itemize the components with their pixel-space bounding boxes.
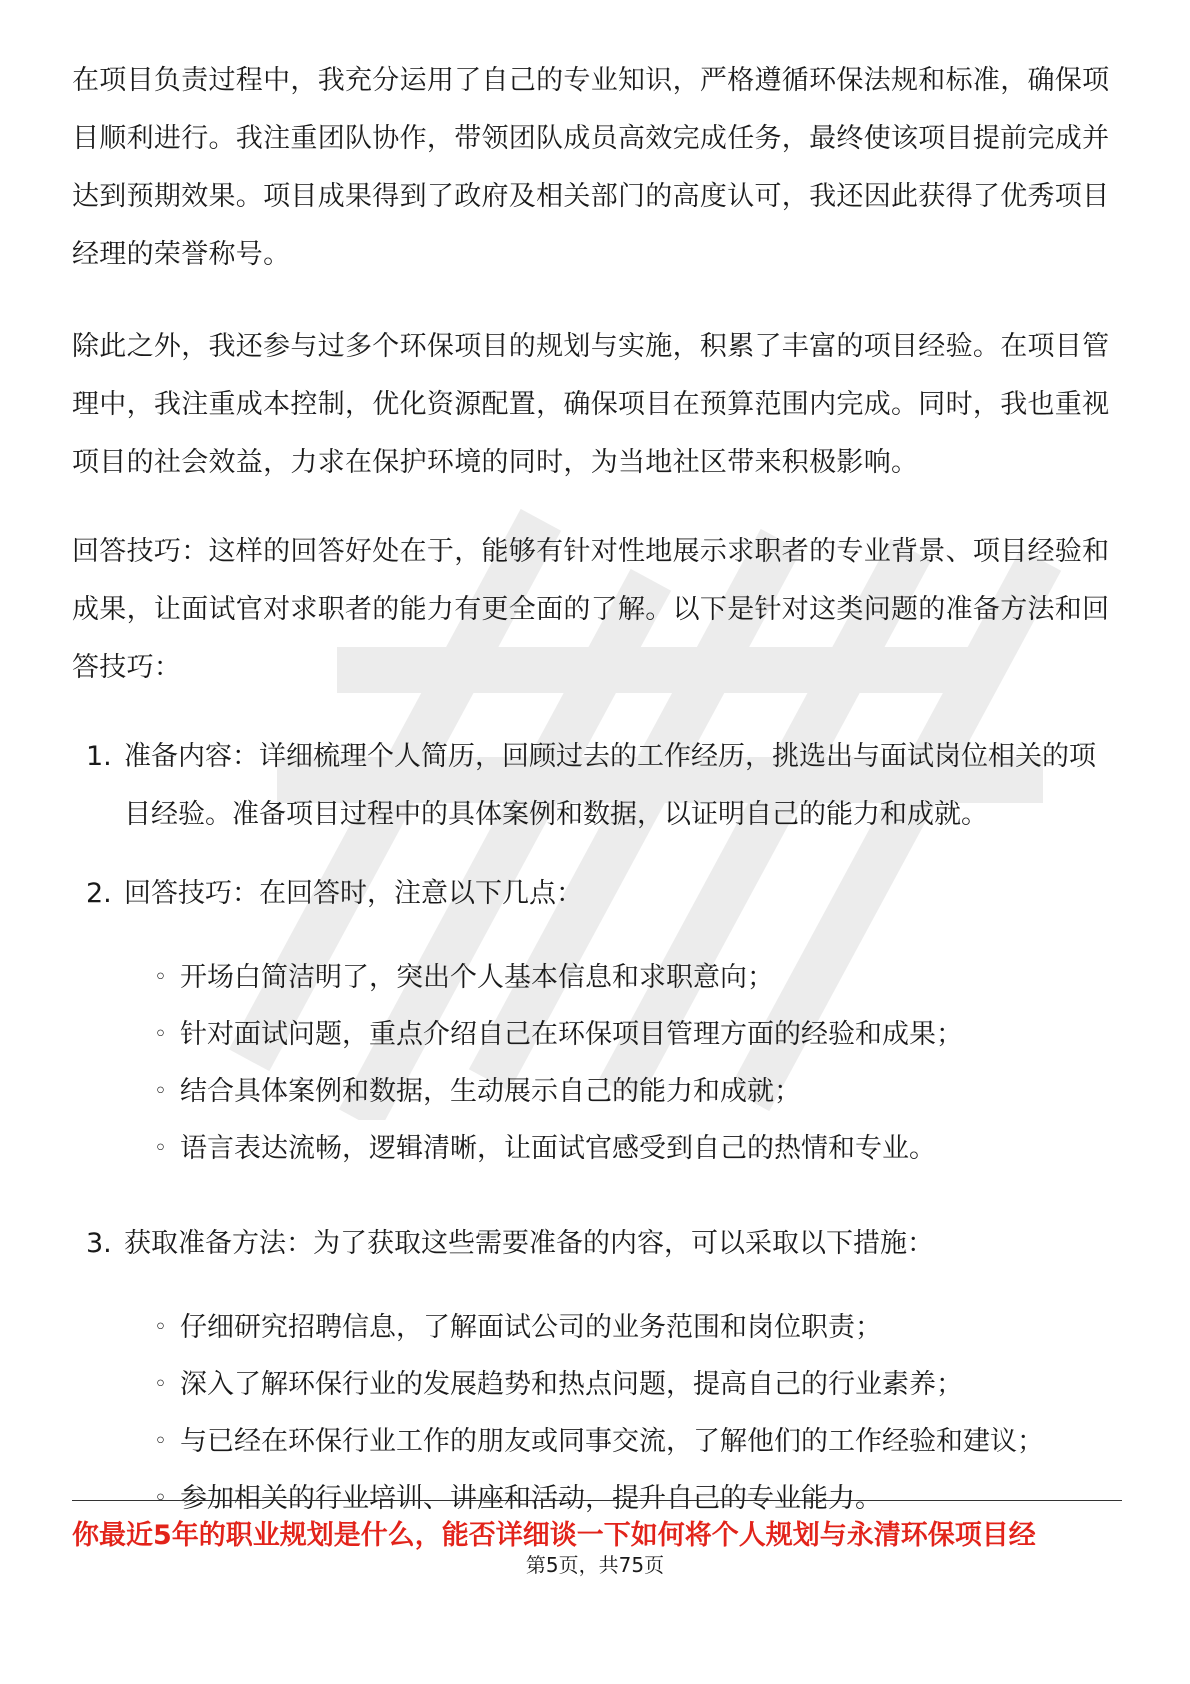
answer-tips-sublist [154, 949, 1122, 1177]
list-item-text: 回答技巧：在回答时，注意以下几点： [124, 878, 583, 909]
list-number: 1. [86, 741, 112, 772]
list-item-text: 准备内容：详细梳理个人简历，回顾过去的工作经历，挑选出与面试岗位相关的项目经验。准备项目过程中的具体案例和数据，以证明自己的能力和成就。 [124, 741, 1096, 830]
bullet-icon: ◦ [154, 965, 167, 990]
sublist-item: ◦ 语言表达流畅，逻辑清晰，让面试官感受到自己的热情和专业。 [154, 1120, 1122, 1177]
sublist-item: ◦ 深入了解环保行业的发展趋势和热点问题，提高自己的行业素养； [154, 1356, 1122, 1413]
sublist-item: ◦ 参加相关的行业培训、讲座和活动，提升自己的专业能力。 [154, 1470, 1122, 1527]
list-item-text: 获取准备方法：为了获取这些需要准备的内容，可以采取以下措施： [124, 1228, 934, 1259]
list-number: 3. [86, 1228, 112, 1259]
next-question-heading: 你最近5年的职业规划是什么，能否详细谈一下如何将个人规划与永清环保项目经 [72, 1520, 1036, 1551]
paragraph-answer-tips: 回答技巧：这样的回答好处在于，能够有针对性地展示求职者的专业背景、项目经验和成果，让面试官对求职者的能力有更全面的了解。以下是针对这类问题的准备方法和回答技巧： [72, 536, 1110, 683]
bullet-icon: ◦ [154, 1486, 167, 1511]
sublist-item: ◦ 针对面试问题，重点介绍自己在环保项目管理方面的经验和成果； [154, 1006, 1122, 1063]
bullet-icon: ◦ [154, 1022, 167, 1047]
list-number: 2. [86, 878, 112, 909]
bullet-icon: ◦ [154, 1315, 167, 1340]
bullet-icon: ◦ [154, 1136, 167, 1161]
sublist-item: ◦ 与已经在环保行业工作的朋友或同事交流，了解他们的工作经验和建议； [154, 1413, 1122, 1470]
list-item-prepare-content [72, 728, 1122, 844]
page-footer: 第5页，共75页 [525, 1553, 665, 1577]
sublist-item: ◦ 开场白简洁明了，突出个人基本信息和求职意向； [154, 949, 1122, 1006]
paragraph-additional-experience: 除此之外，我还参与过多个环保项目的规划与实施，积累了丰富的项目经验。在项目管理中，我注重成本控制，优化资源配置，确保项目在预算范围内完成。同时，我也重视项目的社会效益，力求在保护环境的同时，为当地社区带来积极影响。 [72, 331, 1110, 478]
list-item-get-prepared [72, 1215, 1122, 1273]
section-divider [72, 1500, 1122, 1501]
sublist-item: ◦ 结合具体案例和数据，生动展示自己的能力和成就； [154, 1063, 1122, 1120]
bullet-icon: ◦ [154, 1079, 167, 1104]
list-item-answer-tips [72, 865, 1122, 923]
paragraph-project-responsibility: 在项目负责过程中，我充分运用了自己的专业知识，严格遵循环保法规和标准，确保项目顺利进行。我注重团队协作，带领团队成员高效完成任务，最终使该项目提前完成并达到预期效果。项目成果得到了政府及相关部门的高度认可，我还因此获得了优秀项目经理的荣誉称号。 [72, 65, 1110, 270]
sublist-item: ◦ 仔细研究招聘信息，了解面试公司的业务范围和岗位职责； [154, 1299, 1122, 1356]
bullet-icon: ◦ [154, 1429, 167, 1454]
bullet-icon: ◦ [154, 1372, 167, 1397]
get-prepared-sublist [154, 1299, 1122, 1527]
